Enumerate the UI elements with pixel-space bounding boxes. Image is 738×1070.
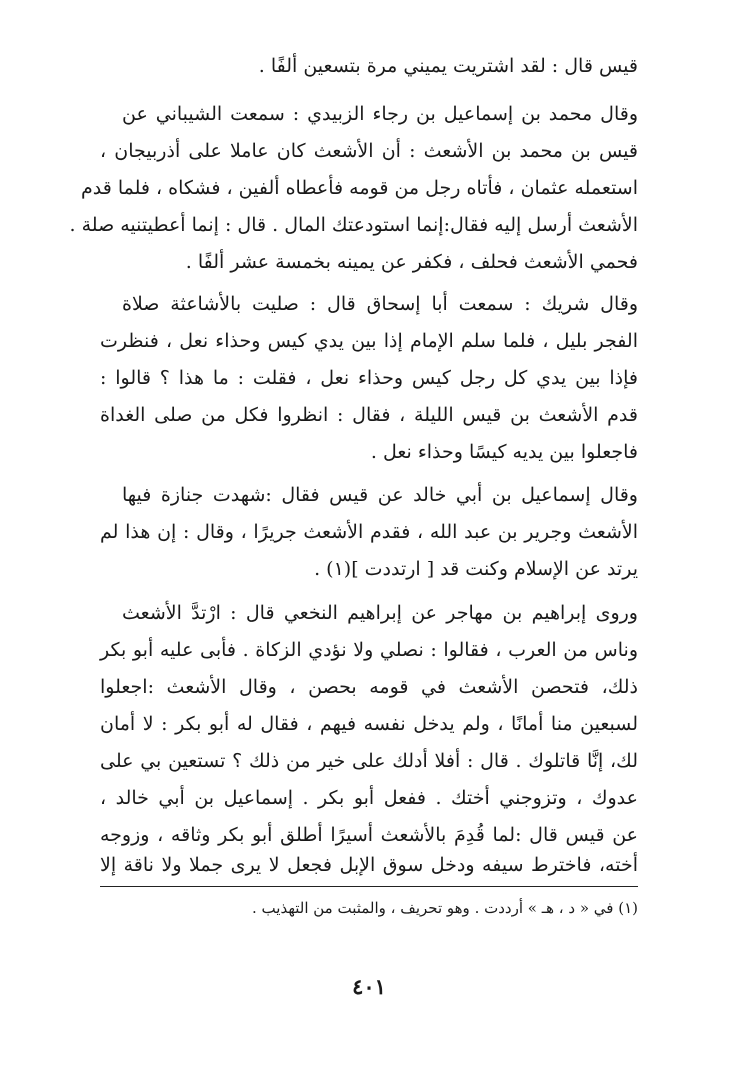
text-line: ذلك، فتحصن الأشعث في قومه بحصن ، وقال الأشعث :اجعلوا bbox=[100, 676, 638, 698]
text-line: فحمي الأشعث فحلف ، فكفر عن يمينه بخمسة عشر ألفًا . bbox=[185, 251, 638, 273]
text-line: فإذا بين يدي كل رجل كيس وحذاء نعل ، فقلت : ما هذا ؟ قالوا : bbox=[100, 367, 638, 389]
text-line: وروى إبراهيم بن مهاجر عن إبراهيم النخعي قال : ارْتدَّ الأشعث bbox=[122, 602, 638, 624]
text-line: الأشعث أرسل إليه فقال:إنما استودعتك المال . قال : إنما أعطيتنيه صلة . bbox=[69, 214, 638, 236]
text-line: قيس قال : لقد اشتريت يميني مرة بتسعين ألفًا . bbox=[258, 55, 638, 77]
text-line: فاجعلوا بين يديه كيسًا وحذاء نعل . bbox=[370, 441, 638, 463]
text-line: عن قيس قال :لما قُدِمَ بالأشعث أسيرًا أطلق أبو بكر وثاقه ، وزوجه bbox=[100, 824, 638, 846]
text-line: يرتد عن الإسلام وكنت قد [ ارتددت ](١) . bbox=[314, 558, 638, 580]
footnote-divider bbox=[100, 886, 638, 887]
text-line: قدم الأشعث بن قيس الليلة ، فقال : انظروا فكل من صلى الغداة bbox=[100, 404, 638, 426]
text-line: وناس من العرب ، فقالوا : نصلي ولا نؤدي الزكاة . فأبى عليه أبو بكر bbox=[100, 639, 638, 661]
text-line: الفجر بليل ، فلما سلم الإمام إذا بين يدي كيس وحذاء نعل ، فنظرت bbox=[100, 330, 638, 352]
text-line: وقال محمد بن إسماعيل بن رجاء الزبيدي : سمعت الشيباني عن bbox=[122, 103, 639, 125]
text-line: لسبعين منا أمانًا ، ولم يدخل نفسه فيهم ، فقال له أبو بكر : لا أمان bbox=[100, 713, 638, 735]
text-line: الأشعث وجرير بن عبد الله ، فقدم الأشعث جريرًا ، وقال : إن هذا لم bbox=[100, 521, 638, 543]
text-line: وقال إسماعيل بن أبي خالد عن قيس فقال :شهدت جنازة فيها bbox=[122, 484, 638, 506]
footnote: (١) في « د ، هـ » أرددت . وهو تحريف ، والمثبت من التهذيب . bbox=[252, 899, 638, 917]
text-line: قيس بن محمد بن الأشعث : أن الأشعث كان عاملا على أذربيجان ، bbox=[100, 140, 638, 162]
text-line: وقال شريك : سمعت أبا إسحاق قال : صليت بالأشاعثة صلاة bbox=[122, 293, 638, 315]
text-line: استعمله عثمان ، فأتاه رجل من قومه فأعطاه ألفين ، فشكاه ، فلما قدم bbox=[80, 177, 638, 199]
page-number: ٤٠١ bbox=[352, 974, 386, 999]
text-line: أخته، فاخترط سيفه ودخل سوق الإبل فجعل لا يرى جملا ولا ناقة إلا bbox=[100, 854, 638, 876]
text-line: لك، إنَّا قاتلوك . قال : أفلا أدلك على خير من ذلك ؟ تستعين بي على bbox=[100, 750, 638, 772]
text-line: عدوك ، وتزوجني أختك . ففعل أبو بكر . إسماعيل بن أبي خالد ، bbox=[100, 787, 638, 809]
